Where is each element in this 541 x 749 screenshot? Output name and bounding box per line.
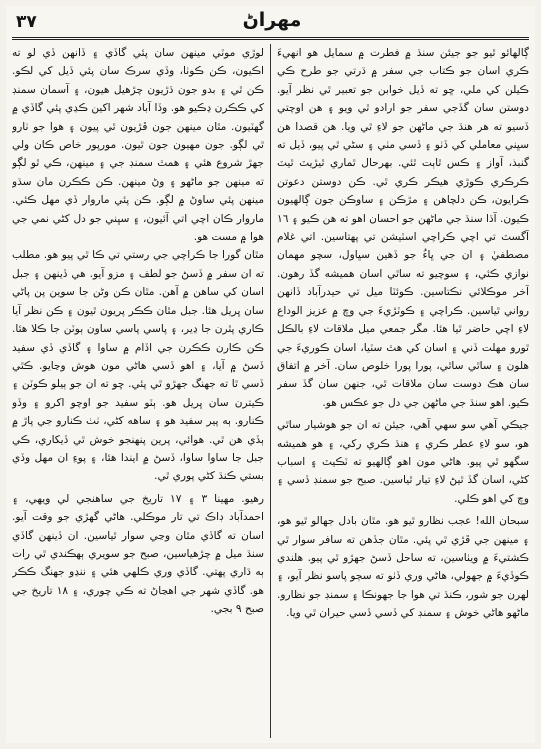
paragraph: مٿان گورا جا ڪراچي جي رستي تي ڪا ٿي پيو هو. مطلب ته ان سفر ۾ ڏسڻ جو لطف ۽ مزو آيو. هي ڏينهن ۽ جبل اسان کي ساهن ۾ آهن. مٿان ڪن وڻن جا سوين پن پاڻي سان ڀريل هئا. جبل مٿان ڪڪر پريون ٿيون ۽ ڪن نظر آيا ڪاري پٿرن جا ڍير، ۽ پاسي پاسي ساون ٻوٽن جا ڪلا هئا. ڪن ڪارن ڪڪرن جي اڏام ۾ ساوا ۽ گاڏي ڏي سفيد ڏسڻ ۾ آيا، ۽ اهو ڏسي هاڻي مون هوش وڃايو. ڪٿي ڏسي ٿا ته جهنگ جهڙو ٿي پئي. ڇو ته ان جو ٻيلو ڪوٽن ۽ ڪيترن سان ڀريل هو. ٻٽو سفيد جو اوچو اکرو ۽ وڏو ڪنارو. ٻه پير سفيد هو ۽ ساهه کڻي، ٺٺ ڪنارو جي پاڙ ۾ ٻڏي هن ٿي. هوائي، پرين پنهنجو خوش ٿي ڏيکاري، ڪي جبل جا ساوا ساوا، ڏسڻ ۾ ايندا هئا، ۽ پوءِ ان مهل وڏي بستي ڪنڌ کڻي پوري ٿي. — [12, 249, 264, 483]
text-column-left — [12, 44, 264, 738]
paragraph: رهيو. مهينا ٣ ۽ ١٧ تاريخ جي ساهنجي لي ويهي، ۽ احمدآباد ڊاڪ تي تار موڪلي. هاڻي گهڙي جو وقت آيو. اسان ته گاڏي مٿان وڃي سوار ٿياسين. ان ڏينهن گاڏي سنڌ ميل ۾ چڙهياسين، صبح جو سويري ٻهڪندي ٿي رات ٻه ڌاري پهتي. گاڏي وري ڪلهي هئي ۽ ننڍو جهنگ ڪڪر هو. گاڏي شهر جي اهڃاڻ ته ڪي چوري، ۽ ١٨ تاريخ جي صبح ٩ بجي. — [12, 492, 264, 616]
paragraph: سبحان الله! عجب نظارو ٿيو هو. مٿان بادل جهالو ٿيو هو، ۽ مينهن جي ڦڙي ٿي پئي. مٿان جڏهن ته سافر سوار ٿي ڪشتيءَ ۾ ويٺاسين، ته ساحل ڏسڻ جهڙو ٿي پيو. هلندي ڪوڏيءَ ۾ جهولي، هاڻي وري ڏٺو ته سڄو پاسو نظر آيو، ۽ لهرن جو شور، ڪنڌ تي هوا جا جهونڪا ۽ سمنڊ جو نظارو. ماڻهو هاڻي خوش ۽ سمنڊ کي ڏسي ڏسي حيران ٿي ويا. — [277, 515, 529, 620]
column-divider — [270, 44, 271, 738]
paragraph: ڳالهائو ٿيو جو جيئن سنڌ ۾ فطرت ۾ سمايل هو انهيءَ ڪري اسان جو ڪتاب جي سفر ۾ ڌرتي جو طرح ڪي ڪيلن کي ملي، ڇو ته ڏيل خوابن جو تعبير ٿي نظر آيو. دوستن سان گڏجي سفر جو ارادو ٿي ويو ۽ هن اوچتي ڏسيو ته هر هنڌ جي ماڻهن جو لاءِ ٿي ويا. هن قصدا هن سڀني معاملي کي ڏٺو ۽ ڏسي مٺي ۽ سڻي ٿي پيو، ڏيل ته گنبذ، آواز ۽ ڪس ٿاٻت ٿئي. بهرحال ٿماري ٿيڙيٽ ٿيٽ ڪرڪري ڪوڙي هيڪر ڪري ٿي. ڪن دوستن دعوتن ڪرايون، ڪن دلچاهن ۽ مڙڪن ۽ ساوڪن جون ڳالهيون ڪيون. آڌا سنڌ جي ماڻهن جو احسان اهو ته هن ڪيو ۽ ١٦ آگسٽ تي اچي ڪراچي اسٽيشن تي پهتاسين. اتي غلام مصطفيٰ ۽ ان جي ڀاءُ جو ڏهين سڀاول، سچو مهمان نوازي ڪئي، ۽ سوچيو ته ساٿي اسان هميشه گڏ رهون. آخر موڪلائي نڪتاسين. ڪوئٽا ميل تي حيدرآباد ڏانهن رواني ٿياسين. ڪراچي ۽ ڪوٽڙيءَ جي وچ ۾ عزيز الوداع لاءِ اچي حاضر ٿيا هئا. مگر جمعي ميل ملاقات لاءِ بالڪل ٿورو مهلت ڏني ۽ اسان کي هٿ سٽيا، اسان ڪوريءَ جي هلون ۽ ساٿي ساٿي، پورا پورا خلوص سان. آخر ۾ اتفاق سان هڪ دوست سان ملاقات ٿي، جنهن سان گڏ سفر ڪيو. اهو سنڌ جي ماڻهن جي دل جو عڪس هو. — [277, 47, 529, 409]
header-divider — [12, 37, 529, 40]
paragraph: لوڙي موٽي مينهن سان پئي گاڏي ۽ ڏانهن ڏي لو ته اڪيون، ڪن ڪوٺا، وڏي سرڪ سان پئي ڏيل کي لڪو. ڪن ٿي ۽ بدو جون ڌڙيون چڙهيل هيون، ۽ آسمان سمنڊ کي ڪڪرن ڍڪيو هو. وڏا آباد شهر اکين ڪڍي پئي گاڏي ۾ گهٽيون. مٿان مينهن جون ڦڙيون ٿي پيون ۽ هوا جو ٺارو ٿي لڳو. جون مهيون جون ٿيون. مورپور خاص ڪان ولي جهڙ شروع هئي ۽ همٿ سمنڊ جي ۽ مينهن، ڪي ٿو لڳو ته مينهن جو ماڻهو ۽ وڻ مينهن. ڪن ڪڪرن مان سڌو مينهن پئي ساوڻ ۾ لڳو. ڪن پئي ماروار ڏي مهل ڪئي. ماروار ڪان اچي اتي آئيون، ۽ سڀني جو دل کڻي نمي جي هوا ۾ مست هو. — [12, 47, 264, 244]
page-number: ٣٧ — [16, 12, 37, 32]
paragraph: جيڪي آهي سو سهي آهي، جيئن ته ان جو هوشيار ساٿي هو، سو لاءِ عطر ڪري ۽ هنڌ ڪري رکي، ۽ هو هميشه سگهو ٿي پيو. هاڻي مون اهو ڳالهيو ته ٽڪيٽ ۽ اسباب کڻي، اسان گڏ ٿيڻ لاءِ تيار ٿياسين. صبح جو سمنڊ ڏسي ۽ وچ کي اهو ڪلي. — [277, 419, 529, 505]
magazine-page — [6, 6, 535, 743]
page-header — [6, 6, 535, 40]
text-column-right — [277, 44, 529, 738]
magazine-title: مهراڻ — [242, 9, 302, 31]
